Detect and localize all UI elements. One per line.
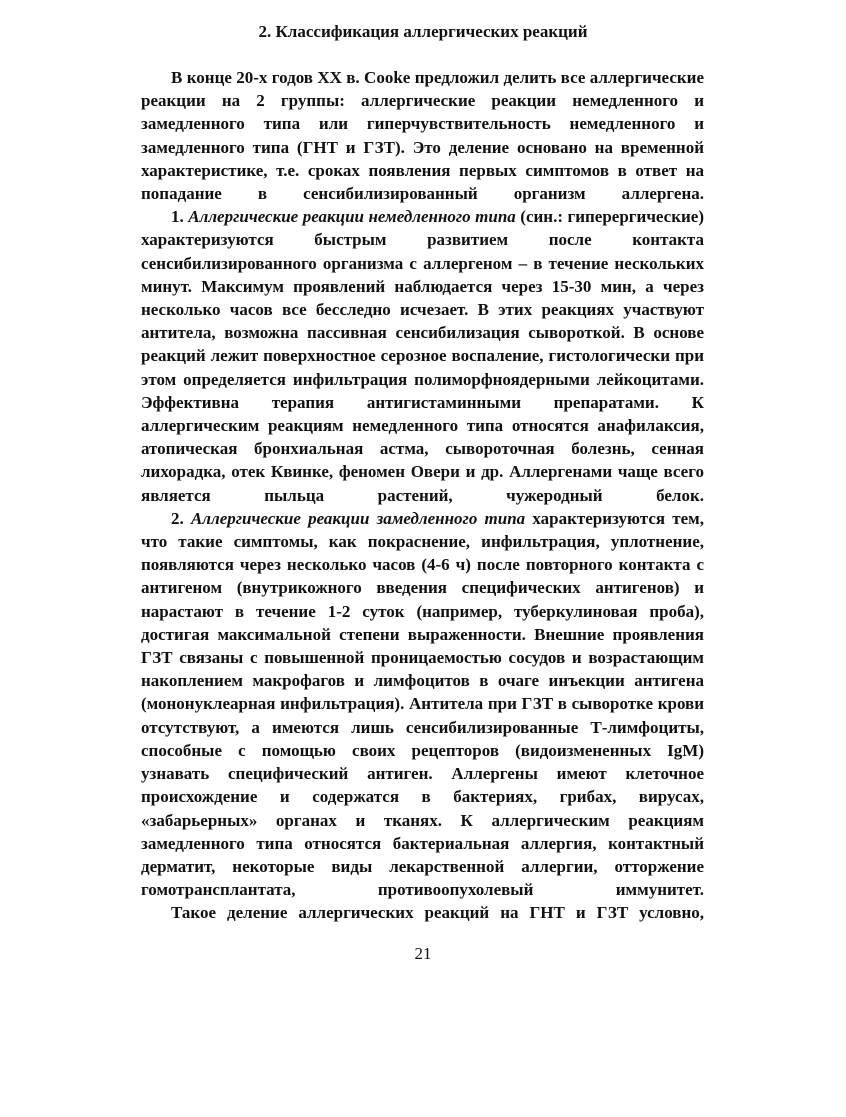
paragraph-continuation — [141, 901, 704, 924]
paragraph-text: В конце 20-х годов XX в. Cooke предложил делить все аллергические реакции на 2 группы: аллергические реакции немедленного и замедленного типа или гиперчувствительность немедленного и замедленного типа (ГНТ и ГЗТ). Это деление основано на временной характеристике, т.е. сроках появления первых симптомов в ответ на попадание в сенсибилизированный организм аллергена. — [141, 68, 704, 204]
term-immediate-type: Аллергические реакции немедленного типа — [188, 207, 516, 227]
body-text — [141, 66, 704, 925]
paragraph-text: характеризуются тем, что такие симптомы, как покраснение, инфильтрация, уплотнение, появляются через несколько часов (4-6 ч) после повторного контакта с антигеном (внутрикожного введения специфических антигенов) и нарастают в течение 1-2 суток (например, туберкулиновая проба), достигая максимальной степени выраженности. Внешние проявления ГЗТ связаны с повышенной проницаемостью сосудов и возрастающим накоплением макрофагов и лимфоцитов в очаге инъекции антигена (мононуклеарная инфильтрация). Антитела при ГЗТ в сыворотке крови отсутствуют, а имеются лишь сенсибилизированные Т-лимфоциты, способные с помощью своих рецепторов (видоизмененных IgM) узнавать специфический антиген. Аллергены имеют клеточное происхождение и содержатся в бактериях, грибах, вирусах, «забарьерных» органах и тканях. К аллергическим реакциям замедленного типа относятся бактериальная аллергия, контактный дерматит, некоторые виды лекарственной аллергии, отторжение гомотрансплантата, противоопухолевый иммунитет. — [141, 508, 704, 900]
paragraph-intro — [141, 66, 704, 205]
paragraph-delayed-type — [141, 507, 704, 901]
page-number: 21 — [414, 944, 432, 963]
paragraph-number: 2. — [171, 508, 191, 528]
paragraph-immediate-type — [141, 205, 704, 507]
paragraph-text: (син.: гиперергические) характеризуются быстрым развитием после контакта сенсибилизированного организма с аллергеном – в течение нескольких минут. Максимум проявлений наблюдается через 15-30 мин, а через несколько часов все бесследно исчезает. В этих реакциях участвуют антитела, возможна пассивная сенсибилизация сывороткой. В основе реакций лежит поверхностное серозное воспаление, гистологически при этом определяется инфильтрация полиморфноядерными лейкоцитами. Эффективна терапия антигистаминными препаратами. К аллергическим реакциям немедленного типа относятся анафилаксия, атопическая бронхиальная астма, сывороточная болезнь, сенная лихорадка, отек Квинке, феномен Овери и др. Аллергенами чаще всего является пыльца растений, чужеродный белок. — [141, 207, 705, 505]
paragraph-text: Такое деление аллергических реакций на ГНТ и ГЗТ условно, — [171, 903, 704, 923]
paragraph-number: 1. — [171, 207, 189, 227]
term-delayed-type: Аллергические реакции замедленного типа — [190, 508, 526, 528]
section-heading: 2. Классификация аллергических реакций — [258, 22, 588, 41]
